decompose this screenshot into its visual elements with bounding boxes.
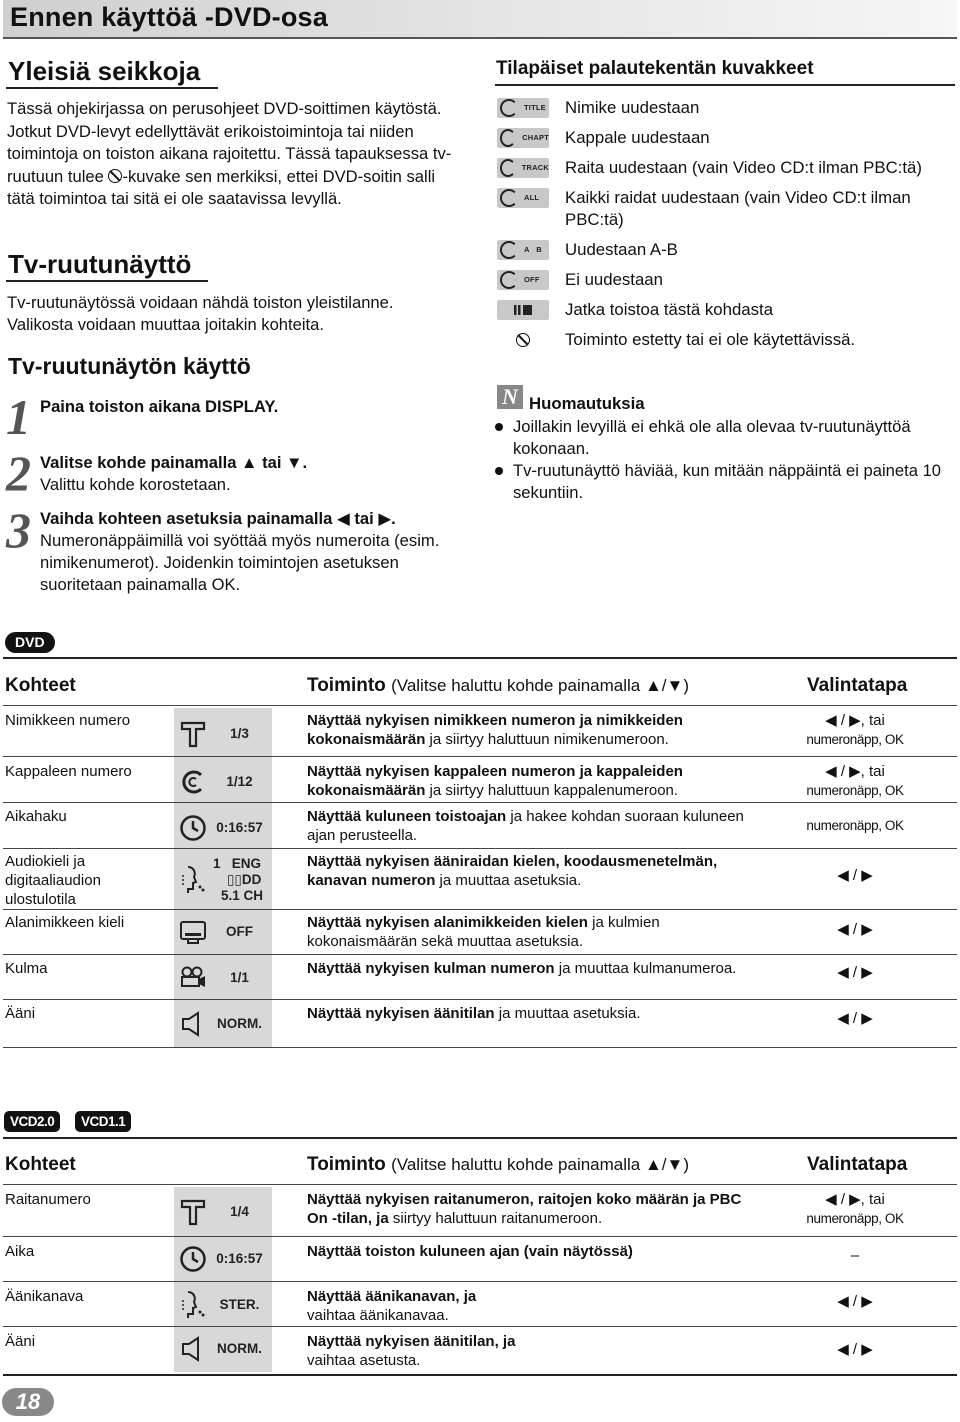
- repeat-title-icon: TITLE: [497, 98, 549, 118]
- step-text: Vaihda kohteen asetuksia painamalla ◀ tai ▶. Numeronäppäimillä voi syöttää myös numeroita (esim. nimikenumerot). Joidenkin toimintojen asetuksen suoritetaan painamalla OK.: [40, 509, 440, 594]
- table-method: ◀ / ▶: [837, 1293, 873, 1310]
- repeat-off-icon: OFF: [497, 270, 549, 290]
- table-rule: [3, 1184, 957, 1185]
- table-rule: [3, 1326, 957, 1327]
- table-method: ◀ / ▶, tai numeronäpp, OK: [806, 763, 904, 798]
- table-function: Näyttää nykyisen alanimikkeiden kielen ja kulmien kokonaismäärän sekä muuttaa asetuksia.: [307, 914, 660, 950]
- vcd20-badge: VCD2.0: [4, 1111, 60, 1132]
- table-rule: [3, 848, 957, 849]
- table-function: Näyttää nykyisen äänitilan, ja vaihtaa asetusta.: [307, 1333, 516, 1369]
- column-header-function: Toiminto (Valitse haluttu kohde painamalla ▲/▼): [307, 1154, 690, 1175]
- table-method: ◀ / ▶: [837, 1341, 873, 1358]
- page-number: 18: [2, 1388, 54, 1416]
- table-function: Näyttää kuluneen toistoajan ja hakee kohdan suoraan kuluneen ajan perusteella.: [307, 808, 744, 844]
- column-header-items: Kohteet: [5, 1154, 76, 1175]
- osd-icon-column: [174, 708, 272, 1048]
- speaker-icon: [179, 1009, 207, 1039]
- table-rule: [3, 802, 957, 803]
- osd-cell: 1/12: [174, 760, 272, 804]
- audio-icon: [179, 1290, 207, 1320]
- table-method: ◀ / ▶: [837, 921, 873, 938]
- table-item: Audiokieli ja digitaaliaudion ulostulotila: [5, 853, 101, 908]
- table-function: Näyttää nykyisen ääniraidan kielen, koodausmenetelmän, kanavan numeron ja muuttaa asetuksia.: [307, 853, 718, 889]
- osd-cell: 1 ENG ▯▯DD 5.1 CH: [174, 852, 272, 908]
- step-number: 3: [6, 502, 31, 558]
- osd-icon-column: [174, 1187, 272, 1372]
- dolby-digital-icon: ▯▯: [227, 872, 242, 887]
- table-function: Näyttää nykyisen kulman numeron ja muuttaa kulmanumeroa.: [307, 960, 737, 977]
- prohibited-icon: [497, 330, 549, 350]
- repeat-track-icon: TRACK: [497, 158, 549, 178]
- table-method: ◀ / ▶, tai numeronäpp, OK: [806, 712, 904, 747]
- table-rule: [3, 1047, 957, 1048]
- table-item: Äänikanava: [5, 1288, 84, 1305]
- column-header-function: Toiminto (Valitse haluttu kohde painamalla ▲/▼): [307, 675, 690, 696]
- general-heading: Yleisiä seikkoja: [8, 56, 201, 86]
- general-text: Tässä ohjekirjassa on perusohjeet DVD-soittimen käytöstä. Jotkut DVD-levyt edellyttävät erikoistoimintoja tai niiden toimintoja on toiston aikana rajoitettu. Tässä tapauksessa tv-ruutuun tulee -kuvake sen merkiksi, ettei DVD-soitin salli tätä toimintoa tai sitä ei ole saatavissa levyllä.: [7, 99, 452, 208]
- speaker-icon: [179, 1334, 207, 1364]
- osd-cell: 0:16:57: [174, 1237, 272, 1281]
- table-function: Näyttää toiston kuluneen ajan (vain näytössä): [307, 1243, 633, 1260]
- step-number: 2: [6, 445, 31, 501]
- osd-heading-underline: [6, 280, 208, 282]
- title-icon: [179, 719, 207, 749]
- osd-heading: Tv-ruutunäyttö: [8, 249, 192, 279]
- feedback-heading-underline: [495, 84, 955, 86]
- table-rule: [3, 705, 957, 706]
- note-item: Tv-ruutunäyttö häviää, kun mitään näppäintä ei paineta 10 sekuntiin.: [493, 460, 958, 504]
- note-icon: N: [497, 385, 523, 409]
- table-item: Kulma: [5, 960, 48, 977]
- table-item: Raitanumero: [5, 1191, 91, 1208]
- table-method: ◀ / ▶: [837, 964, 873, 981]
- audio-icon: [179, 865, 207, 895]
- table-rule: [3, 756, 957, 757]
- table-item: Aika: [5, 1243, 35, 1260]
- table-item: Nimikkeen numero: [5, 712, 131, 729]
- clock-icon: [179, 1244, 207, 1274]
- osd-cell: STER.: [174, 1283, 272, 1327]
- column-header-method: Valintatapa: [807, 675, 908, 696]
- osd-cell: NORM.: [174, 1002, 272, 1046]
- notes-list: [493, 416, 958, 504]
- table-rule: [3, 1281, 957, 1282]
- table-item: Kappaleen numero: [5, 763, 132, 780]
- table-rule: [3, 999, 957, 1000]
- step-text: Paina toiston aikana DISPLAY.: [40, 397, 279, 416]
- table-rule: [3, 1137, 957, 1139]
- table-item: Ääni: [5, 1005, 36, 1022]
- table-function: Näyttää nykyisen kappaleen numeron ja kappaleiden kokonaismäärän ja siirtyy haluttuun kappalenumeroon.: [307, 763, 683, 799]
- table-method: ◀ / ▶: [837, 867, 873, 884]
- page-header-title: Ennen käyttöä -DVD-osa: [10, 2, 328, 32]
- dvd-badge: DVD: [5, 632, 55, 653]
- chapter-icon: [179, 767, 207, 797]
- repeat-all-icon: ALL: [497, 188, 549, 208]
- osd-cell: 1/4: [174, 1190, 272, 1234]
- table-item: Alanimikkeen kieli: [5, 914, 125, 931]
- prohibited-icon: [108, 169, 122, 183]
- table-function: Näyttää nykyisen äänitilan ja muuttaa asetuksia.: [307, 1005, 641, 1022]
- osd-cell: 1/1: [174, 956, 272, 1000]
- table-rule: [3, 954, 957, 955]
- table-method: ◀ / ▶, tai numeronäpp, OK: [806, 1191, 904, 1226]
- osd-cell: 1/3: [174, 712, 272, 756]
- table-rule: [3, 909, 957, 910]
- camera-icon: [179, 963, 207, 993]
- resume-icon: [497, 300, 549, 320]
- usage-heading: Tv-ruutunäytön käyttö: [8, 353, 251, 379]
- osd-text: Tv-ruutunäytössä voidaan nähdä toiston yleistilanne. Valikosta voidaan muuttaa joitakin kohteita.: [7, 293, 394, 334]
- table-item: Aikahaku: [5, 808, 67, 825]
- table-function: Näyttää äänikanavan, ja vaihtaa äänikanavaa.: [307, 1288, 477, 1324]
- step-number: 1: [6, 389, 31, 445]
- osd-cell: 0:16:57: [174, 806, 272, 850]
- table-rule: [3, 1236, 957, 1237]
- title-icon: [179, 1197, 207, 1227]
- note-item: Joillakin levyillä ei ehkä ole alla olevaa tv-ruutunäyttöä kokonaan.: [493, 416, 958, 460]
- column-header-items: Kohteet: [5, 675, 76, 696]
- clock-icon: [179, 813, 207, 843]
- repeat-ab-icon: A B: [497, 240, 549, 260]
- table-rule: [3, 1374, 957, 1376]
- table-function: Näyttää nykyisen nimikkeen numeron ja nimikkeiden kokonaismäärän ja siirtyy haluttuun nimikenumeroon.: [307, 712, 683, 748]
- notes-title: Huomautuksia: [529, 394, 645, 413]
- column-header-method: Valintatapa: [807, 1154, 908, 1175]
- general-heading-underline: [6, 87, 218, 89]
- subtitle-icon: [179, 917, 207, 947]
- table-function: Näyttää nykyisen raitanumeron, raitojen koko määrän ja PBC On -tilan, ja siirtyy haluttuun raitanumeroon.: [307, 1191, 742, 1227]
- table-method: numeronäpp, OK: [806, 818, 904, 833]
- osd-cell: OFF: [174, 910, 272, 954]
- vcd11-badge: VCD1.1: [75, 1111, 131, 1132]
- table-item: Ääni: [5, 1333, 36, 1350]
- table-method: ◀ / ▶: [837, 1010, 873, 1027]
- table-rule: [3, 657, 957, 659]
- table-method: –: [850, 1247, 860, 1264]
- osd-cell: NORM.: [174, 1327, 272, 1371]
- step-text: Valitse kohde painamalla ▲ tai ▼. Valittu kohde korostetaan.: [40, 453, 308, 494]
- repeat-chapter-icon: CHAPT: [497, 128, 549, 148]
- feedback-heading: Tilapäiset palautekentän kuvakkeet: [496, 58, 814, 79]
